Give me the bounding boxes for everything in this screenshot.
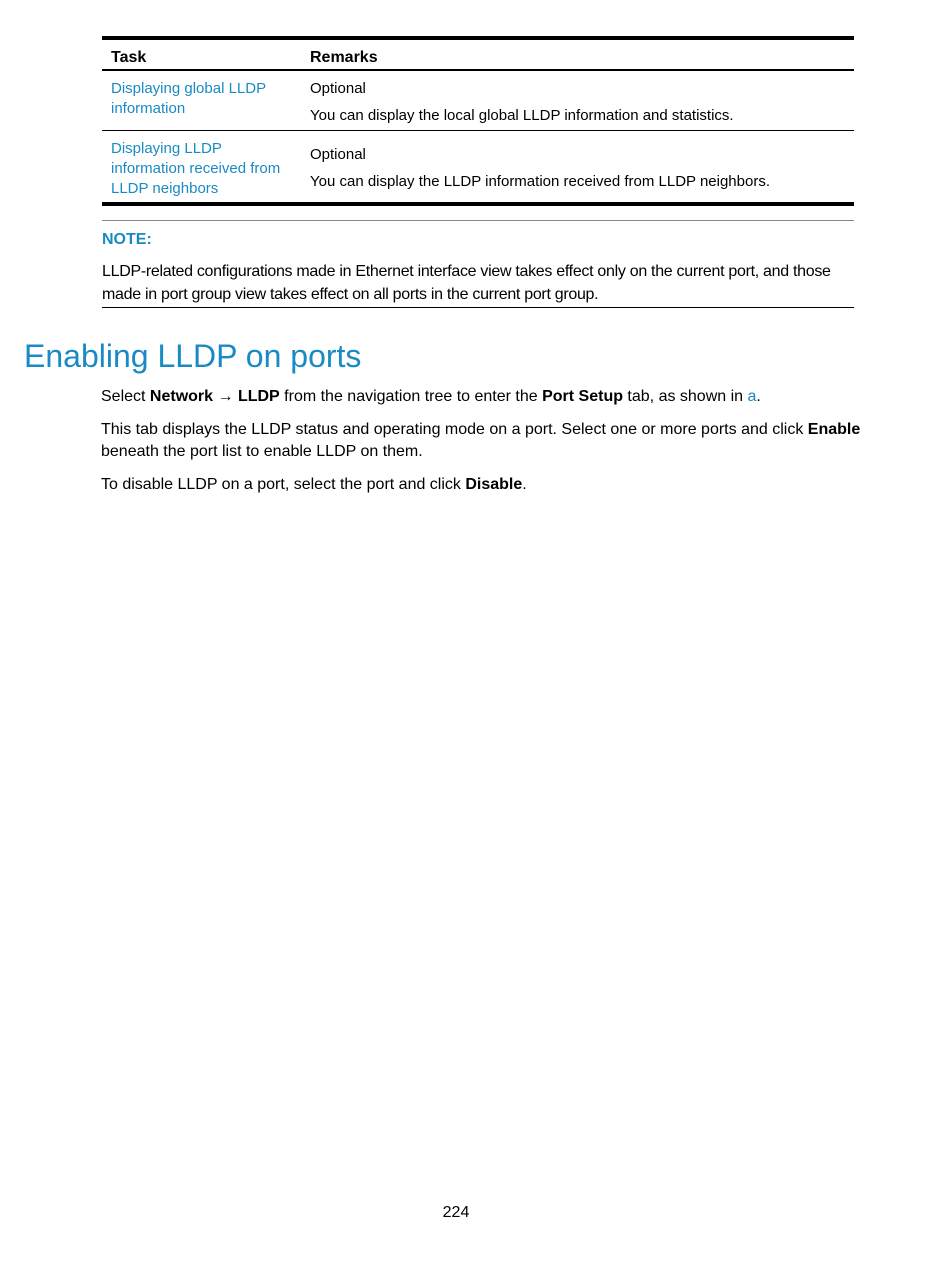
note-box [102,220,854,308]
task-table [102,36,854,206]
text: from the navigation tree to enter the [279,388,543,405]
text: . [756,388,761,405]
text: This tab displays the LLDP status and operating mode on a port. Select one or more ports and click [101,421,808,438]
note-label: NOTE: [102,231,152,248]
section-heading: Enabling LLDP on ports [24,338,362,374]
disable-keyword: Disable [465,476,523,493]
text: . [522,476,527,493]
text: To disable LLDP on a port, select the port and click [101,476,466,493]
table-header [102,38,854,70]
tab-port-setup: Port Setup [542,388,623,405]
header-task: Task [111,49,147,66]
optional-label: Optional [310,80,366,97]
header-remarks: Remarks [310,49,378,66]
menu-lldp: LLDP [237,388,280,405]
figure-link[interactable]: a [747,388,757,405]
text: tab, as shown in [622,388,748,405]
optional-label: Optional [310,145,366,163]
task-cell [102,130,301,204]
table-row [102,130,854,204]
paragraph-enable [101,419,901,463]
section-body [101,386,901,507]
table-body [102,70,854,204]
remarks-cell [301,70,854,130]
note-text: LLDP-related configurations made in Ethernet interface view takes effect only on the current port, and those made in port group view takes effect on all ports in the current port group. [102,263,831,303]
task-cell [102,70,301,130]
menu-network: Network [149,388,214,405]
remarks-cell [301,130,854,204]
table-row [102,70,854,130]
remarks-description: You can display the LLDP information received from LLDP neighbors. [310,172,770,190]
text: beneath the port list to enable LLDP on them. [101,443,423,460]
remarks-description: You can display the local global LLDP information and statistics. [310,107,734,124]
enable-keyword: Enable [807,421,861,438]
task-link-global-lldp[interactable]: Displaying global LLDP information [111,80,266,117]
table-header-row [102,38,854,70]
text: Select [101,388,150,405]
page-number: 224 [442,1204,470,1221]
task-link-lldp-neighbors[interactable]: Displaying LLDP information received from LLDP neighbors [111,139,281,197]
arrow-icon: → [213,388,238,405]
paragraph-disable [101,474,901,496]
paragraph-navigation [101,386,901,408]
